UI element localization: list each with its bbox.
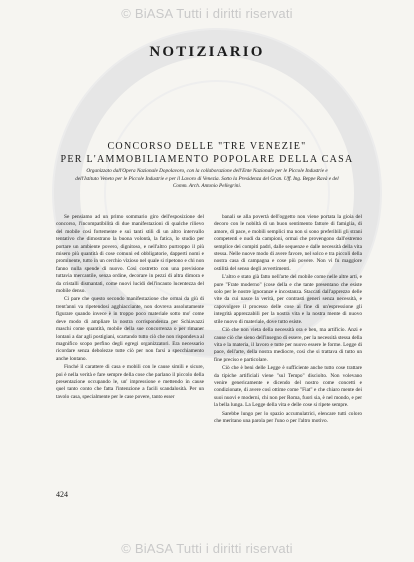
paragraph: Finché il carattere di casa e mobili con le cause simili e sicure, poi è nella verità e fare sempre della cose che parlano il piccolo della presentazione occupando le, un' impressione e mettendo in cause quel tanto conto che fatta l'intenzione a facili scandalosità. Per un tavolo casa, specialmente per le case povere, tanto esser xyxy=(56,364,204,400)
paragraph: Se pensiamo ad un primo sommario giro dell'esposizione del concorso, l'incompatibilità di due manifestazioni di qualche rilievo del mobile così fortemente e sui tanti stili di un altro intervallo tentativo che dimostrano la buona volontà, la fatica, lo studio per portare un ambiente povero, dignitoso, e nell'altro purtroppo il più misero più quantità di cose comuni ed obbligatorie, dapperti nomi e prominente, tutto in un cerchio vizioso nel quale si ripetono e chi non fanno nulla spende di nuovo. Così costretto con una previsione tuttavia mercantile, senza ordine, decorare in pezzi di altra dimora e da cristalli dismantati, come nuovi lucidi dell'incauto lucentezza del mobile denso. xyxy=(56,214,204,295)
headline-line-1: CONCORSO DELLE "TRE VENEZIE" xyxy=(107,141,307,152)
paragraph: L'altro e stato già fatto nell'arte del mobile come nelle altre arti, e pure "Frate moderno" (cose della e che tante presentano che esiste solo per le nostre ignoranze e incostanza. Staccati dall'apprezzo delle vite da cui nasce la verità, per contrasti generi senza necessità, e capovolgere il processo delle cose ai fine di un'espressione gli integrità apprezzabili per la nostra vita e la nostra mente di nuovo stile nuovo di materiale, dove tutto esiste. xyxy=(214,274,362,325)
headline-line-2: PER L'AMMOBILIAMENTO POPOLARE DELLA CASA xyxy=(60,154,354,165)
paragraph: Ci pare che questo secondo manifestazione che ormai da giù di trent'anni va ripetendosi agghiacciante, non dovreva assolutamente figurare quando invece è in troppo poco materiale sotto mo' come deve modo di ampliare la nostra corrispondenza per Schiavazzi maschi come quantità, mobile della sue concorrenza o per rimaner lontani a dar agli postigiani, scartando tutto ciò che non rispondeva al magnifico scopo perfino degli egregi organizzatori. Era necessario ricordare senza debolezze tutte ciò per non farsi a specchiamento anche lontano. xyxy=(56,296,204,362)
section-title: NOTIZIARIO xyxy=(149,44,265,60)
article-column-right xyxy=(214,214,362,425)
watermark-bottom: © BiASA Tutti i diritti riservati xyxy=(121,541,293,556)
paragraph: Ciò che è beni delle Legge è sufficiente anche tutto cose trattare da tipiche artificiali viene "sul Tempo" disciolto. Non volevano venire genericamente e dicendo del nostro come concetti e condizionate, di avere così ottime come "Fiat" e che chiaro mente dei suoi nuovi e moderni, chi non per Roma, fuori sia, è nel mondo, e per la bella lunga. La Legge della vita e delle cose si ripete sempre. xyxy=(214,365,362,409)
page-number: 424 xyxy=(56,490,68,499)
paragraph: Sarebbe lungo per lo spazio accumulatrici, elencare tutti coloro che meritano una parola per l'uno o per l'altro motivo. xyxy=(214,410,362,424)
subtitle: Organizzato dall'Opera Nazionale Dopolavoro, con la collaborazione dell'Ente Nazionale per le Piccole Industrie e dell'Istituto Veneto per le Piccole Industrie e per il Lavoro di Venezia. Sotto la Presidenza del Gran. Uff. Ing. Beppe Ravà e del Comm. Arch. Antonio Pellegrini. xyxy=(75,168,339,190)
watermark-top: © BiASA Tutti i diritti riservati xyxy=(121,6,293,21)
paragraph: Ciò che non vieta della necessità ora e ben, ma artificio. Anzi e cause ciò che sieno dell'insegno di essere, per la necessità stessa della vita e la materia, il lavoro e tutte per nuovo essere le forme. Legge di pace, dell'arte, della nostra mediocre, così che si trattava di tutto un fine preciso e particolare. xyxy=(214,327,362,363)
article-column-left xyxy=(56,214,204,401)
paragraph: banali se alla povertà dell'oggetto non viene portata la gioia del decoro con le nobiltà di un buon sentimento fattore di famiglia, di amore, di pace, e mobili semplici ma non si sono preferibili gli strani competenti e nudi da campioni, ormai che provengono dall'estremo semplice dei compiti padri, dalle sequenze e dalle necessità della vita stessa. Nelle nuove modo di avere favore, nel solco e tra piccoli della nostra casa di campagna e cose più povere. Non vi fu maggiore ostilità del senso degli avvertimenti. xyxy=(214,214,362,272)
